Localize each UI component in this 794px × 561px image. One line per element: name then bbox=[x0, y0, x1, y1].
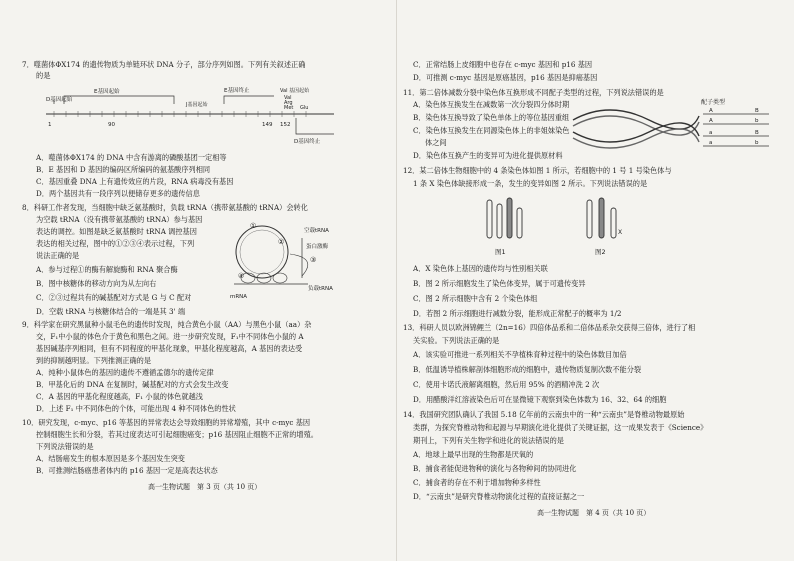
q11-allele-1: A bbox=[709, 108, 713, 114]
q9-option-b: B．甲基化后的 DNA 在复制时，碱基配对的方式会发生改变 bbox=[36, 380, 229, 389]
q14-stem-line-1: 14．我国研究团队确认了我国 5.18 亿年前的云南虫中的一种“云南虫”是脊椎动物最原始 bbox=[403, 410, 685, 419]
q13-option-c: C．使用卡诺氏液解离细胞，然后用 95% 的酒精冲洗 2 次 bbox=[413, 380, 600, 389]
q10-stem-line-2: 控制细胞生长和分裂，若其过度表达可引起细胞癌变；p16 基因阻止细胞不正常的增殖。 bbox=[36, 430, 318, 439]
q7-option-a: A．噬菌体ΦX174 的 DNA 中含有游离的磷酸基团一定相等 bbox=[36, 153, 227, 162]
q14-stem-line-3: 期刊上，下列有关生物学和进化的说法错误的是 bbox=[413, 436, 564, 445]
q7-codon-1: Val bbox=[284, 95, 292, 101]
q13-option-d: D．用醋酸洋红溶液染色后可在显微镜下观察到染色体数为 16、32、64 的细胞 bbox=[413, 395, 667, 404]
q8-step-2: ② bbox=[278, 238, 285, 246]
q10-option-d: D．可推测 c-myc 基因是原癌基因，p16 基因是抑癌基因 bbox=[413, 73, 598, 82]
q9-option-a: A．纯种小鼠体色的基因的遗传不遵循孟德尔的遗传定律 bbox=[36, 368, 214, 377]
q10-option-a: A．结肠癌发生的根本原因是多个基因发生突变 bbox=[36, 454, 185, 463]
q8-step-3: ③ bbox=[310, 256, 317, 264]
q12-stem-line-2: 1 条 X 染色体缺接形成一条，发生的变异如图 2 所示。下列说法错误的是 bbox=[413, 179, 648, 188]
q8-translation-figure bbox=[228, 218, 348, 304]
q8-label-enzyme: 蛋白激酶 bbox=[306, 244, 329, 250]
q12-option-a: A．X 染色体上基因的遗传均与性别相关联 bbox=[413, 264, 548, 273]
q12-option-b: B．图 2 所示细胞发生了染色体变异，属于可遗传变异 bbox=[413, 279, 586, 288]
q11-allele-2: B bbox=[755, 108, 759, 114]
q9-option-d: D．上述 F₁ 中不同体色的个体，可能出现 4 种不同体色的性状 bbox=[36, 404, 236, 413]
q11-allele-8: b bbox=[755, 140, 759, 146]
q7-label-d-end: D基因终止 bbox=[294, 139, 321, 145]
q14-option-a: A．地球上最早出现的生物都是厌氧的 bbox=[413, 450, 534, 459]
q13-option-a: A．该实验可推进一系列相关不孕植株育种过程中的染色体数目加倍 bbox=[413, 350, 627, 359]
q11-allele-7: a bbox=[709, 140, 713, 146]
q12-fig2-label: 图2 bbox=[595, 248, 606, 256]
q7-label-j-start: J基因起始 bbox=[186, 102, 208, 108]
q8-option-c: C．②③过程共有的碱基配对方式是 G 与 C 配对 bbox=[36, 293, 192, 302]
q8-stem-line-1: 8．科研工作者发现，当细胞中缺乏氨基酸时，负载 tRNA（携带氨基酸的 tRNA）会转化 bbox=[22, 203, 308, 212]
q8-stem-line-4: 表达的相关过程，图中的①②③④表示过程，下列 bbox=[36, 239, 195, 248]
q10-stem-line-1: 10．研究发现，c-myc、p16 等基因的异常表达会导致细胞的异常增殖，其中 c-myc 基因 bbox=[22, 418, 311, 427]
q12-chromosome-figure bbox=[467, 194, 667, 260]
q14-option-c: C．捕食者的存在不利于增加物种多样性 bbox=[413, 478, 541, 487]
q11-option-c: C．染色体互换发生在同源染色体上的非姐妹染色 bbox=[413, 126, 570, 135]
q11-stem: 11．第二倍体减数分裂中染色体互换形成不同配子类型的过程，下列说法错误的是 bbox=[403, 88, 664, 97]
q7-codon-2: Arg bbox=[284, 100, 293, 106]
q11-crossover-figure bbox=[569, 96, 779, 160]
q8-stem-line-3: 表达的调控。如图是缺乏氨基酸时 tRNA 调控基因 bbox=[36, 227, 197, 236]
q8-stem-line-5: 说法正确的是 bbox=[36, 251, 80, 260]
q11-allele-3: A bbox=[709, 118, 713, 124]
q9-stem-line-2: 交，F₁中小鼠的体色介于黄色和黑色之间。进一步研究发现，F₁中不同体色小鼠的 A bbox=[36, 332, 304, 341]
q10-option-c: C．正常结肠上皮细胞中也存在 c-myc 基因和 p16 基因 bbox=[413, 60, 593, 69]
q14-option-b: B．捕食者能促进物种的演化与各物种间的协同进化 bbox=[413, 464, 577, 473]
left-page-footer: 高一生物试题 第 3 页（共 10 页） bbox=[148, 483, 262, 491]
q10-stem-line-3: 下列说法错误的是 bbox=[36, 442, 94, 451]
q7-dna-figure bbox=[34, 82, 344, 152]
q9-stem-line-4: 到的抑制越明显。下列推测正确的是 bbox=[36, 356, 152, 365]
right-page bbox=[397, 0, 794, 561]
q7-codon-4: Glu bbox=[300, 105, 309, 111]
q7-num-90: 90 bbox=[108, 122, 115, 128]
q13-stem-line-1: 13．科研人员以欧洲锦鲤兰（2n=16）四倍体品系和二倍体品系杂交获得三倍体，进行了相 bbox=[403, 323, 696, 332]
q8-step-1: ① bbox=[250, 222, 257, 230]
q8-stem-line-2: 为空载 tRNA（没有携带氨基酸的 tRNA）参与基因 bbox=[36, 215, 203, 224]
q8-label-bottom: 负载tRNA bbox=[308, 286, 333, 292]
q13-stem-line-2: 关实验。下列说法正确的是 bbox=[413, 336, 500, 345]
q7-option-b: B．E 基因和 D 基因的编码区所编码的氨基酸序列相同 bbox=[36, 165, 211, 174]
q11-allele-5: a bbox=[709, 130, 713, 136]
q7-label-e-end: E基因终止 bbox=[224, 88, 250, 94]
q7-label-right-top: Val 基因起始 bbox=[280, 88, 310, 94]
q8-label-mrna: mRNA bbox=[230, 294, 248, 300]
q9-stem-line-1: 9．科学家在研究黑鼠种小鼠毛色的遗传时发现，纯合黄色小鼠（AA）与黑色小鼠（aa）杂 bbox=[22, 320, 312, 329]
q14-stem-line-2: 类群，为探究脊椎动物和起源与早期演化进化提供了关键证据，这一成果发表于《Science》 bbox=[413, 423, 708, 432]
q8-option-d: D．空载 tRNA 与核糖体结合的一端是其 3' 端 bbox=[36, 307, 186, 316]
q13-option-b: B．低温诱导植株解剖体细胞形成的细胞中，遗传物质复制次数不能分裂 bbox=[413, 365, 642, 374]
q10-option-b: B．可推测结肠癌患者体内的 p16 基因一定是高表达状态 bbox=[36, 466, 218, 475]
q8-option-b: B．图中核糖体的移动方向为从左向右 bbox=[36, 279, 157, 288]
q7-codon-3: Met bbox=[284, 105, 294, 111]
q11-option-c-cont: 体之间 bbox=[425, 138, 447, 147]
q12-option-c: C．图 2 所示细胞中含有 2 个染色体组 bbox=[413, 294, 538, 303]
q12-fig1-label: 图1 bbox=[495, 248, 506, 256]
q7-label-e-start: E基因起始 bbox=[94, 89, 120, 95]
q7-stem: 7．噬菌体ΦX174 的遗传物质为单链环状 DNA 分子，部分序列如图。下列有关叙述正确 bbox=[22, 60, 306, 69]
q7-option-c: C．基因重叠 DNA 上有遗传效应的片段，RNA 病毒没有基因 bbox=[36, 177, 234, 186]
q14-option-d: D．“云南虫”是研究脊椎动物演化过程的直接证据之一 bbox=[413, 492, 585, 501]
q8-step-4: ④ bbox=[238, 272, 245, 280]
q7-label-d-start: D基因起始 bbox=[46, 97, 73, 103]
q12-option-d: D．若图 2 所示细胞进行减数分裂，能形成正常配子的概率为 1/2 bbox=[413, 309, 622, 318]
q11-option-a: A．染色体互换发生在减数第一次分裂四分体时期 bbox=[413, 100, 570, 109]
q7-option-d: D．两个基因共有一段序列以便储存更多的遗传信息 bbox=[36, 189, 200, 198]
right-page-footer: 高一生物试题 第 4 页（共 10 页） bbox=[537, 509, 651, 517]
q7-num-149: 149 bbox=[262, 122, 273, 128]
q11-option-b: B．染色体互换导致了染色单体上的等位基因重组 bbox=[413, 113, 570, 122]
q9-option-c: C．A 基因的甲基化程度越高，F₁ 小鼠的体色就越浅 bbox=[36, 392, 203, 401]
q12-stem-line-1: 12．某二倍体生物细胞中的 4 条染色体如图 1 所示，若细胞中的 1 号 1 号染色体与 bbox=[403, 166, 672, 175]
q9-stem-line-3: 基因碱基序列相同，但有不同程度的甲基化现象，甲基化程度越高，A 基因的表达受 bbox=[36, 344, 303, 353]
q11-allele-4: b bbox=[755, 118, 759, 124]
q11-fig-title: 配子类型 bbox=[701, 99, 726, 106]
q8-label-top: 空载tRNA bbox=[304, 228, 329, 234]
q7-num-1: 1 bbox=[48, 122, 52, 128]
q8-option-a: A．参与过程①的酶有解旋酶和 RNA 聚合酶 bbox=[36, 265, 178, 274]
q7-num-152: 152 bbox=[280, 122, 291, 128]
q11-option-d: D．染色体互换产生的变异可为进化提供原材料 bbox=[413, 151, 563, 160]
q11-allele-6: B bbox=[755, 130, 759, 136]
q7-stem-cont: 的是 bbox=[36, 71, 51, 80]
q12-fig-x-label: X bbox=[618, 229, 623, 236]
